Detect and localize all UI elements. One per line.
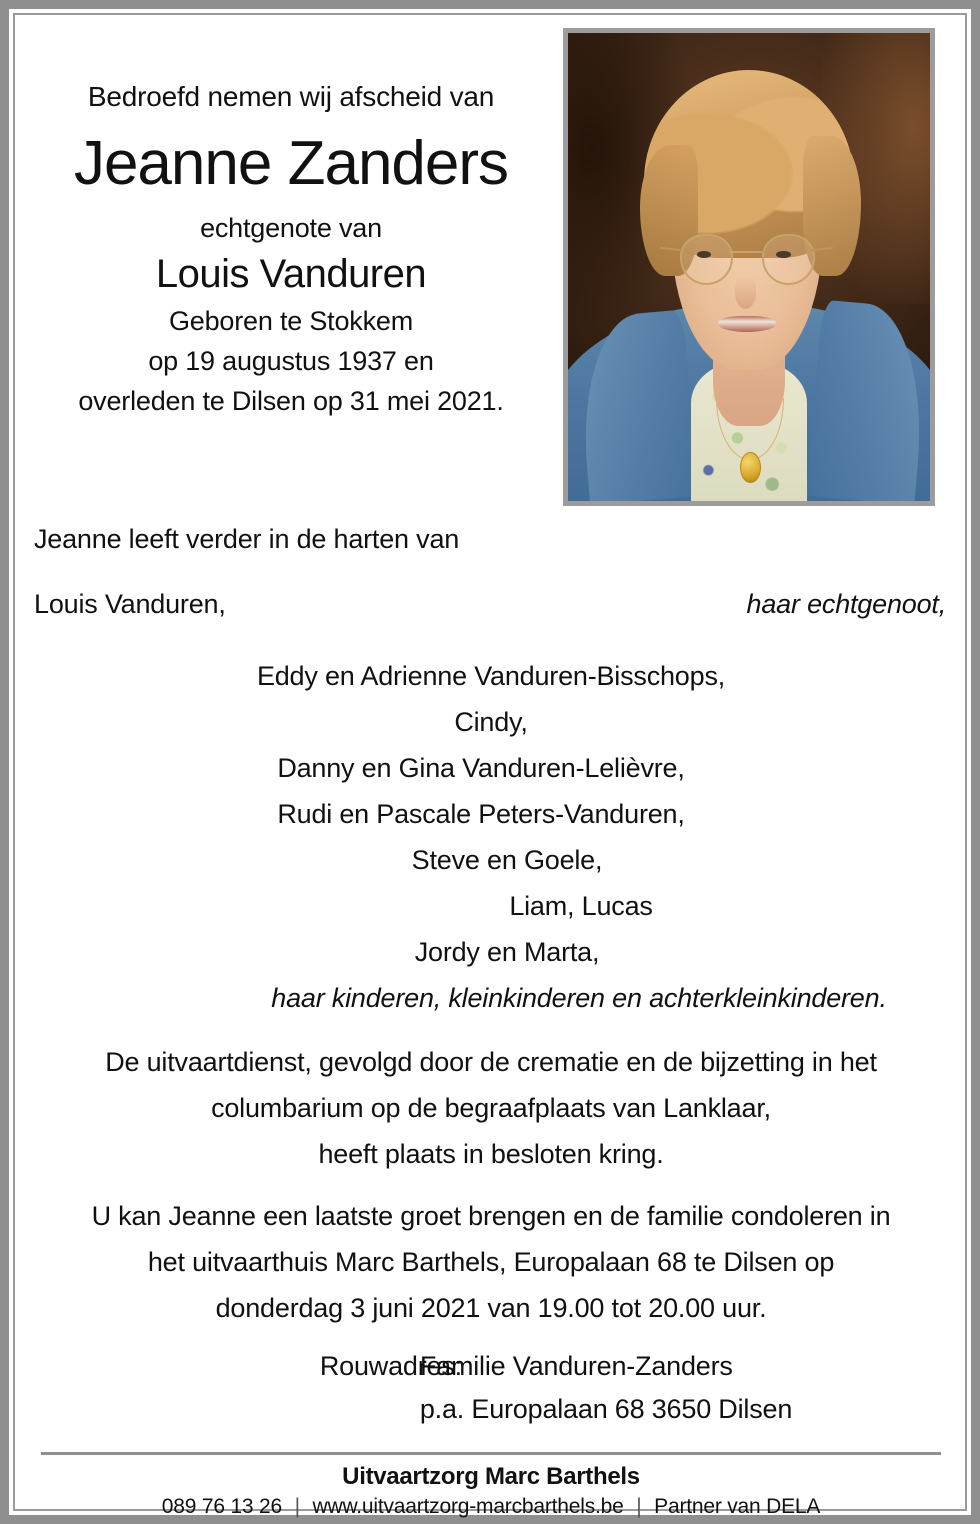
portrait-glasses-bridge (729, 251, 762, 253)
visitation-paragraph (31, 1193, 951, 1331)
footer-divider (41, 1452, 941, 1455)
survivor-spouse-relation: haar echtgenoot, (746, 589, 946, 619)
survivors-intro: Jeanne leeft verder in de harten van (34, 524, 460, 554)
mourning-address (31, 1345, 951, 1431)
footer-separator-2: | (636, 1495, 642, 1518)
birth-date-line: op 19 augustus 1937 en (148, 346, 434, 376)
mourning-address-line-2: p.a. Europalaan 68 3650 Dilsen (419, 1394, 793, 1424)
portrait-eye-right (776, 251, 790, 258)
family-member-line: Jordy en Marta, (414, 937, 600, 967)
family-member-line: Danny en Gina Vanduren-Lelièvre, (277, 753, 685, 783)
family-member-line: Rudi en Pascale Peters-Vanduren, (277, 799, 685, 829)
portrait-glasses-right-lens (762, 234, 815, 285)
announcement-header (31, 77, 551, 421)
service-line-2: columbarium op de begraafplaats van Lanklaar, (211, 1093, 771, 1123)
deceased-name: Jeanne Zanders (73, 129, 509, 198)
card-content (15, 15, 965, 1518)
footer-website[interactable]: www.uitvaartzorg-marcbarthels.be (312, 1495, 624, 1518)
family-member-line: Steve en Goele, (411, 845, 603, 875)
service-line-3: heeft plaats in besloten kring. (318, 1139, 664, 1169)
portrait-photo (563, 28, 935, 506)
survivor-spouse-name: Louis Vanduren, (34, 589, 226, 619)
portrait-mouth (718, 316, 776, 332)
footer-partner: Partner van DELA (654, 1495, 821, 1518)
portrait-nose (735, 276, 757, 309)
portrait-necklace-pendant (740, 452, 761, 483)
footer (31, 1461, 951, 1521)
portrait-image (568, 33, 930, 501)
death-line: overleden te Dilsen op 31 mei 2021. (78, 386, 504, 416)
survivor-spouse-row (34, 585, 946, 623)
footer-phone: 089 76 13 26 (161, 1495, 282, 1518)
family-member-line: Eddy en Adrienne Vanduren-Bisschops, (256, 661, 726, 691)
mourning-address-label: Rouwadres: (319, 1351, 462, 1381)
visitation-line-2: het uitvaarthuis Marc Barthels, Europalaan 68 te Dilsen op (147, 1247, 835, 1277)
visitation-line-1: U kan Jeanne een laatste groet brengen en de familie condoleren in (91, 1201, 891, 1231)
footer-separator-1: | (294, 1495, 300, 1518)
announcement-intro: Bedroefd nemen wij afscheid van (87, 81, 495, 112)
footer-contact-line (31, 1492, 951, 1521)
mourning-address-lines (420, 1345, 792, 1431)
family-member-line: Cindy, (454, 707, 528, 737)
spouse-label: echtgenote van (200, 213, 382, 243)
portrait-cardigan-right (806, 300, 930, 501)
survivors-family-list (31, 653, 951, 1021)
family-member-line: haar kinderen, kleinkinderen en achterkleinkinderen. (271, 983, 887, 1013)
footer-company-name: Uitvaartzorg Marc Barthels (342, 1463, 640, 1490)
birth-place-line: Geboren te Stokkem (168, 306, 414, 336)
portrait-cardigan-left (575, 309, 699, 501)
spouse-name: Louis Vanduren (155, 252, 427, 296)
family-member-line: Liam, Lucas (509, 891, 653, 921)
portrait-eye-left (697, 251, 711, 258)
visitation-line-3: donderdag 3 juni 2021 van 19.00 tot 20.00 uur. (215, 1293, 767, 1323)
service-paragraph (31, 1039, 951, 1177)
service-line-1: De uitvaartdienst, gevolgd door de crematie en de bijzetting in het (105, 1047, 877, 1077)
mourning-address-line-1: Familie Vanduren-Zanders (419, 1351, 733, 1381)
